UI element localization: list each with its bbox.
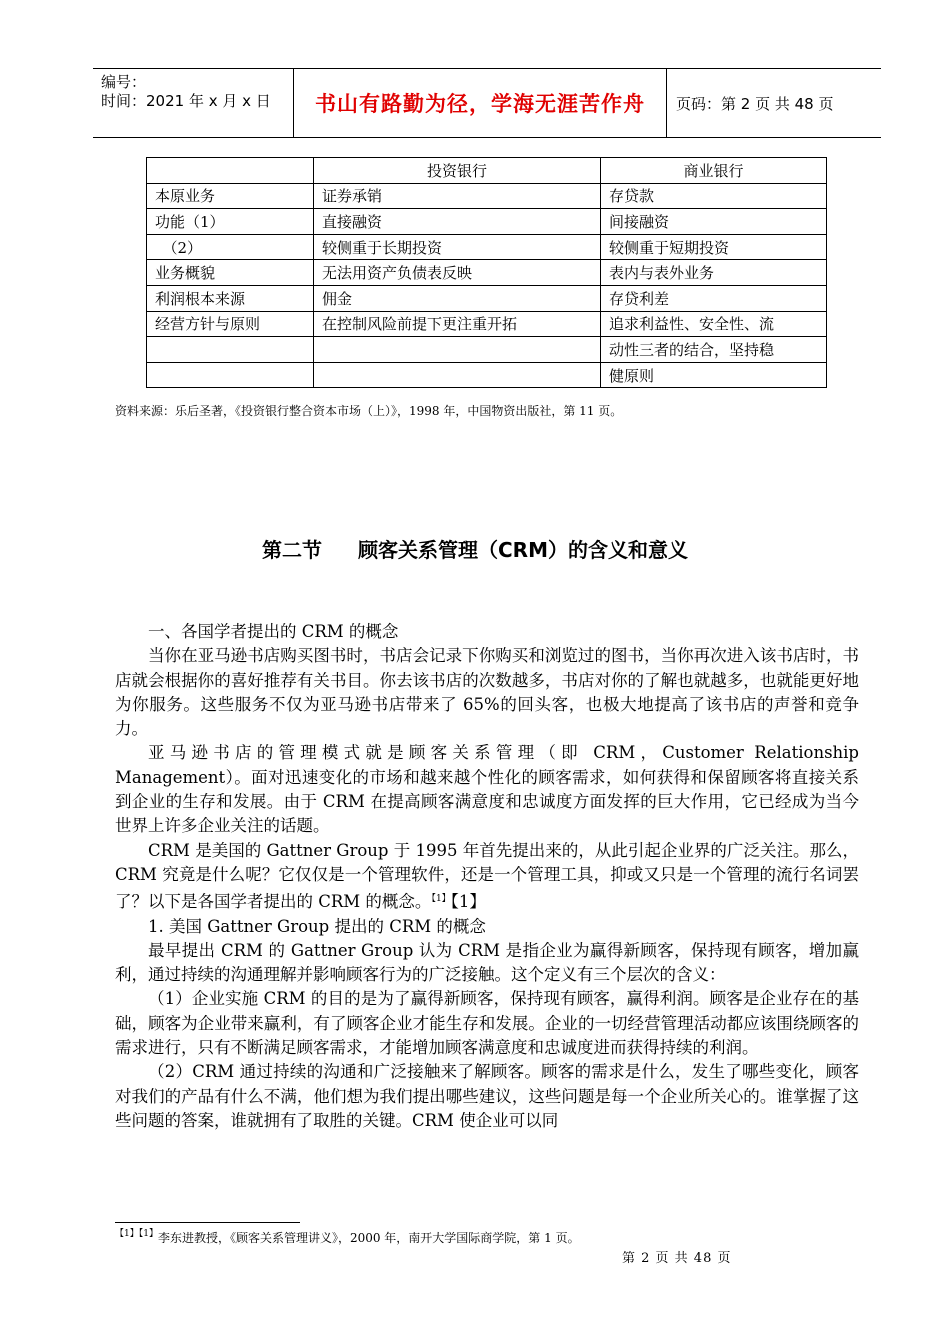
footnote-marker: 【1】【1】 bbox=[115, 1229, 158, 1239]
footnote-separator bbox=[115, 1222, 300, 1223]
table-cell: 佣金 bbox=[314, 285, 601, 311]
footnote-ref[interactable]: 【1】 bbox=[431, 894, 451, 905]
header-page-number: 页码：第 2 页 共 48 页 bbox=[676, 95, 834, 113]
subheading-1: 一、各国学者提出的 CRM 的概念 bbox=[148, 622, 399, 641]
table-cell: 间接融资 bbox=[601, 209, 827, 235]
header-number: 编号： bbox=[101, 73, 147, 91]
header-meta bbox=[101, 73, 271, 111]
subheading-2: 1. 美国 Gattner Group 提出的 CRM 的概念 bbox=[148, 916, 486, 936]
table-cell: 证券承销 bbox=[314, 183, 601, 209]
table-cell bbox=[314, 337, 601, 363]
table-row bbox=[147, 311, 827, 337]
table-cell bbox=[147, 337, 314, 363]
paragraph: 亚马逊书店的管理模式就是顾客关系管理（即 CRM，Customer Relationship Management）。面对迅速变化的市场和越来越个性化的顾客需求，如何获得和保留顾客将直接关系到企业的生存和发展。由于 CRM 在提高顾客满意度和忠诚度方面发挥的巨大作用，它已经成为当今世界上许多企业关注的话题。 bbox=[115, 743, 859, 836]
header-motto: 书山有路勤为径，学海无涯苦作舟 bbox=[315, 92, 645, 116]
table-header-cell: 投资银行 bbox=[314, 158, 601, 184]
table-cell: （2） bbox=[147, 234, 314, 260]
table-cell: 利润根本来源 bbox=[147, 285, 314, 311]
table-row bbox=[147, 234, 827, 260]
table-cell: 追求利益性、安全性、流 bbox=[601, 311, 827, 337]
table-cell: 功能（1） bbox=[147, 209, 314, 235]
table-cell: 存贷利差 bbox=[601, 285, 827, 311]
table-cell: 较侧重于长期投资 bbox=[314, 234, 601, 260]
table-header-cell: 商业银行 bbox=[601, 158, 827, 184]
body-text bbox=[115, 620, 859, 1133]
section-title: 顾客关系管理（CRM）的含义和意义 bbox=[358, 538, 688, 562]
table-row bbox=[147, 183, 827, 209]
table-source-note: 资料来源：乐后圣著，《投资银行整合资本市场（上）》，1998 年，中国物资出版社，第 11 页。 bbox=[115, 404, 623, 418]
table-row bbox=[147, 362, 827, 388]
table-row bbox=[147, 337, 827, 363]
table-cell: 本原业务 bbox=[147, 183, 314, 209]
page-header bbox=[93, 68, 881, 138]
table-row bbox=[147, 260, 827, 286]
table-cell: 较侧重于短期投资 bbox=[601, 234, 827, 260]
citation-marker: 【1】 bbox=[450, 892, 486, 912]
table-cell: 无法用资产负债表反映 bbox=[314, 260, 601, 286]
table-cell bbox=[314, 362, 601, 388]
header-motto-cell bbox=[293, 69, 667, 137]
table-cell: 动性三者的结合，坚持稳 bbox=[601, 337, 827, 363]
table-cell: 健原则 bbox=[601, 362, 827, 388]
table-header-row bbox=[147, 158, 827, 184]
header-time: 时间：2021 年 x 月 x 日 bbox=[101, 92, 271, 110]
table-cell: 直接融资 bbox=[314, 209, 601, 235]
table-cell bbox=[147, 362, 314, 388]
paragraph: （1）企业实施 CRM 的目的是为了赢得新顾客，保持现有顾客，赢得利润。顾客是企业存在的基础，顾客为企业带来赢利，有了顾客企业才能生存和发展。企业的一切经营管理活动都应该围绕顾客的需求进行，只有不断满足顾客需求，才能增加顾客满意度和忠诚度进而获得持续的利润。 bbox=[115, 989, 859, 1058]
page-footer: 第 2 页 共 48 页 bbox=[622, 1251, 732, 1266]
table-cell: 在控制风险前提下更注重开拓 bbox=[314, 311, 601, 337]
table-row bbox=[147, 209, 827, 235]
table-cell: 存贷款 bbox=[601, 183, 827, 209]
footnote bbox=[115, 1226, 580, 1246]
paragraph bbox=[115, 839, 859, 915]
paragraph: 最早提出 CRM 的 Gattner Group 认为 CRM 是指企业为赢得新顾客，保持现有顾客，增加赢利，通过持续的沟通理解并影响顾客行为的广泛接触。这个定义有三个层次的含义： bbox=[115, 940, 859, 985]
table-cell: 业务概貌 bbox=[147, 260, 314, 286]
table-row bbox=[147, 285, 827, 311]
table-cell: 经营方针与原则 bbox=[147, 311, 314, 337]
paragraph-text: CRM 是美国的 Gattner Group 于 1995 年首先提出来的，从此引起企业界的广泛关注。那么，CRM 究竟是什么呢？它仅仅是一个管理软件，还是一个管理工具，抑或又只是一个管理的流行名词罢了？以下是各国学者提出的 CRM 的概念。 bbox=[115, 840, 859, 912]
section-heading bbox=[0, 534, 950, 563]
table-cell: 表内与表外业务 bbox=[601, 260, 827, 286]
section-number: 第二节 bbox=[262, 538, 322, 562]
table-header-cell bbox=[147, 158, 314, 184]
paragraph: 当你在亚马逊书店购买图书时，书店会记录下你购买和浏览过的图书，当你再次进入该书店时，书店就会根据你的喜好推荐有关书目。你去该书店的次数越多，书店对你的了解也就越多，也就能更好地为你服务。这些服务不仅为亚马逊书店带来了 65%的回头客，也极大地提高了该书店的声誉和竞争力。 bbox=[115, 646, 859, 739]
comparison-table bbox=[146, 157, 827, 388]
footnote-text: 李东进教授，《顾客关系管理讲义》，2000 年，南开大学国际商学院，第 1 页。 bbox=[157, 1231, 580, 1245]
paragraph: （2）CRM 通过持续的沟通和广泛接触来了解顾客。顾客的需求是什么，发生了哪些变化，顾客对我们的产品有什么不满，他们想为我们提出哪些建议，这些问题是每一个企业所关心的。谁掌握了这些问题的答案，谁就拥有了取胜的关键。CRM 使企业可以同 bbox=[115, 1062, 859, 1130]
